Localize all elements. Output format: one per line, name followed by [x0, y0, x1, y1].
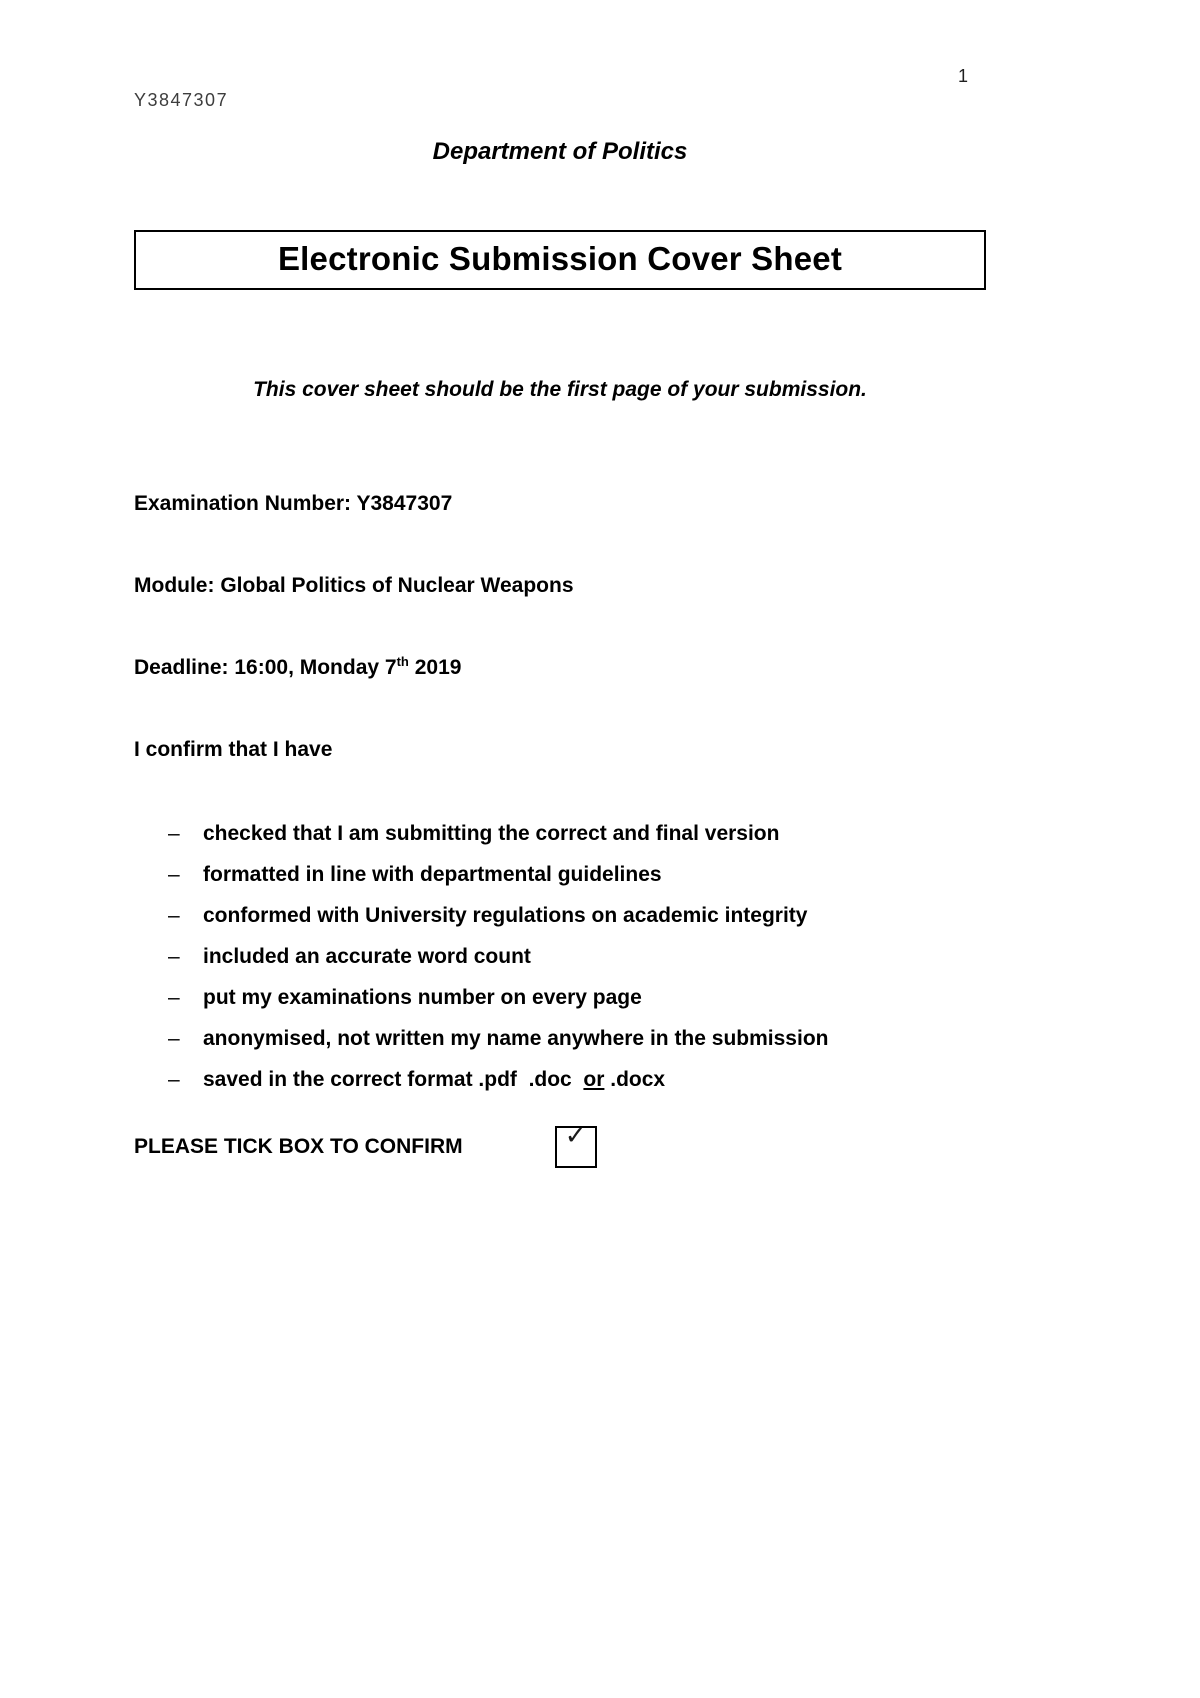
header-exam-number: Y3847307 — [134, 90, 229, 110]
checkmark-icon: ✓ — [564, 1120, 587, 1150]
checklist-item-text: included an accurate word count — [203, 945, 531, 968]
saved-format-prefix: saved in the correct format .pdf .doc — [203, 1068, 584, 1091]
page-number: 1 — [958, 66, 969, 86]
checklist-item — [134, 1059, 986, 1100]
department-heading: Department of Politics — [432, 138, 688, 165]
checklist-item-text — [203, 1059, 665, 1100]
tick-confirm-row — [134, 1120, 986, 1168]
dash-bullet: – — [168, 986, 180, 1009]
or-underlined: or — [583, 1068, 605, 1091]
cover-sheet-subtitle: This cover sheet should be the first page of your submission. — [253, 378, 867, 401]
dash-bullet: – — [168, 863, 180, 886]
checklist-item-text: put my examinations number on every page — [203, 986, 642, 1009]
checklist-item-text: formatted in line with departmental guidelines — [203, 863, 662, 886]
title-box — [134, 230, 986, 290]
saved-format-suffix: .docx — [604, 1068, 666, 1091]
confirm-checkbox[interactable] — [555, 1120, 597, 1168]
confirmation-checklist — [134, 813, 986, 1100]
dash-bullet: – — [168, 1068, 180, 1091]
dash-bullet: – — [168, 904, 180, 927]
dash-bullet: – — [168, 1027, 180, 1050]
examination-number-field: Examination Number: Y3847307 — [134, 492, 453, 515]
checklist-item-text: anonymised, not written my name anywhere in the submission — [203, 1027, 829, 1050]
checklist-item-text: checked that I am submitting the correct and final version — [203, 822, 780, 845]
document-title: Electronic Submission Cover Sheet — [277, 240, 843, 277]
dash-bullet: – — [168, 822, 180, 845]
checklist-item — [134, 895, 986, 936]
deadline-superscript: th — [396, 654, 409, 669]
document-content — [134, 138, 986, 1168]
dash-bullet: – — [168, 945, 180, 968]
tick-confirm-label: PLEASE TICK BOX TO CONFIRM — [134, 1135, 463, 1158]
checklist-item — [134, 977, 986, 1018]
deadline-text: Deadline: 16:00, Monday 7 — [134, 656, 397, 679]
confirm-intro: I confirm that I have — [134, 738, 333, 761]
checklist-item — [134, 813, 986, 854]
checklist-item — [134, 854, 986, 895]
checklist-item — [134, 936, 986, 977]
deadline-year: 2019 — [408, 656, 462, 679]
checklist-item — [134, 1018, 986, 1059]
deadline-field — [134, 654, 986, 681]
module-field: Module: Global Politics of Nuclear Weapons — [134, 574, 574, 597]
checklist-item-text: conformed with University regulations on academic integrity — [203, 904, 808, 927]
